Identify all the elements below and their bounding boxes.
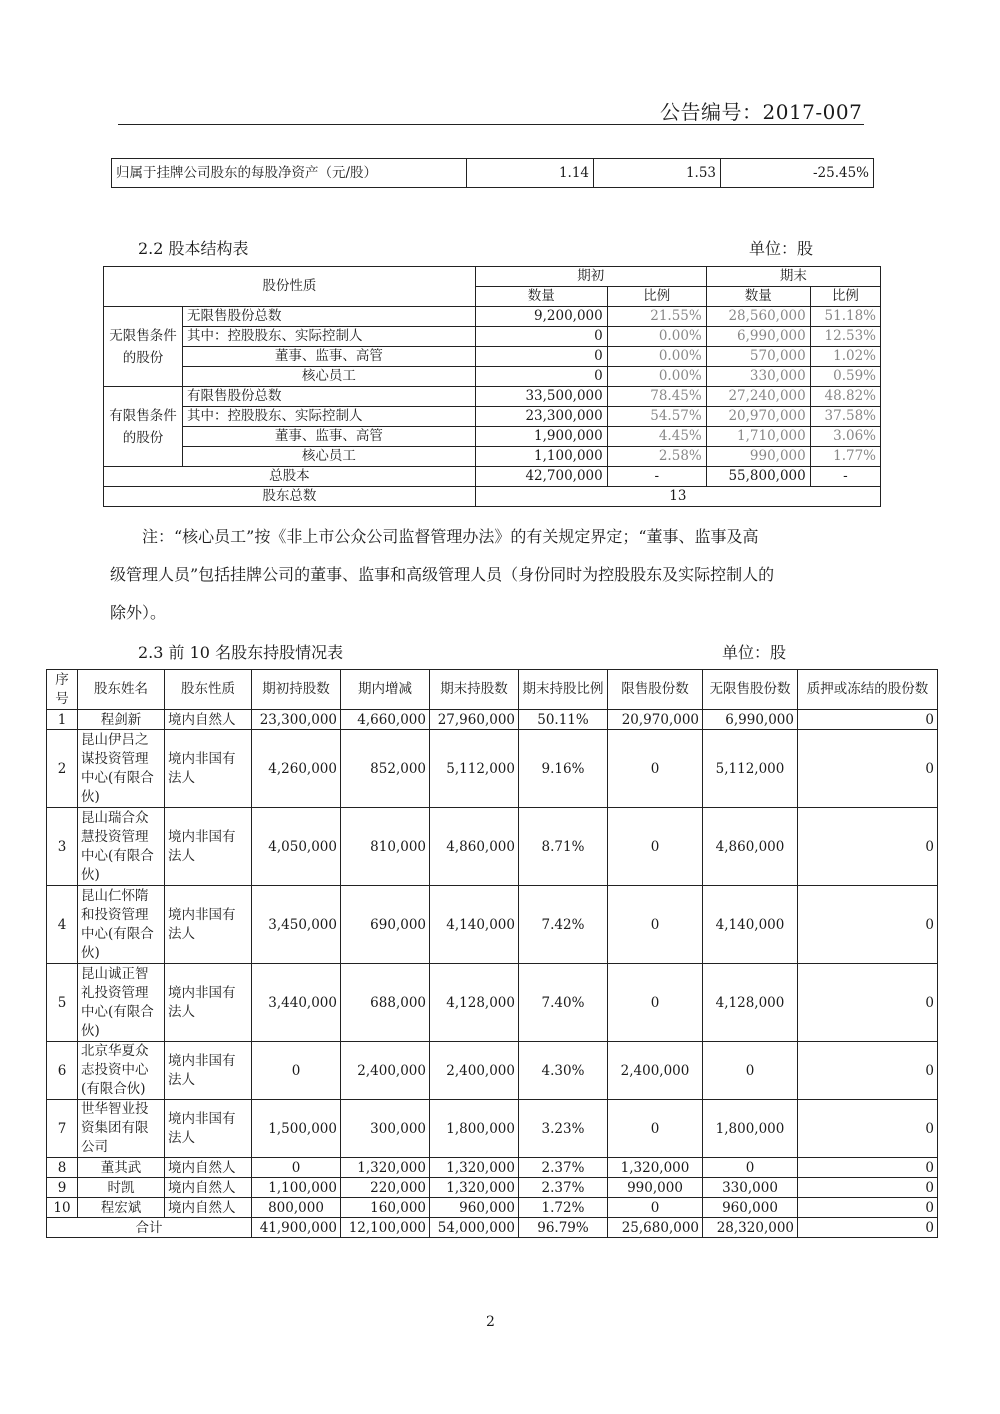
t2-group-restricted: 有限售条件的股份 [104, 387, 183, 467]
note-paragraph [110, 518, 880, 632]
t3-cell: 27,960,000 [430, 710, 519, 730]
t3-cell: 160,000 [341, 1198, 430, 1218]
t3-cell: 1,800,000 [430, 1100, 519, 1158]
t3-cell: 0 [252, 1158, 341, 1178]
t3-cell: 990,000 [608, 1178, 703, 1198]
t2-cell: 0 [475, 367, 607, 387]
t3-cell: 4,050,000 [252, 808, 341, 886]
t3-cell: 7.42% [519, 886, 608, 964]
header-rule [118, 124, 864, 125]
section-2-2-title: 2.2 股本结构表 [138, 239, 249, 258]
t3-cell: 昆山瑞合众慧投资管理中心(有限合伙) [78, 808, 165, 886]
t3-cell: 0 [798, 1100, 938, 1158]
t3-cell: 5,112,000 [430, 730, 519, 808]
t2-cell: 4.45% [607, 427, 706, 447]
t2-header-nature: 股份性质 [104, 267, 476, 307]
t3-cell: 2,400,000 [430, 1042, 519, 1100]
t3-cell: 0 [798, 1042, 938, 1100]
t3-cell: 昆山伊吕之谋投资管理中心(有限合伙) [78, 730, 165, 808]
t3-cell: 688,000 [341, 964, 430, 1042]
t3-cell: 1.72% [519, 1198, 608, 1218]
t2-cell: 990,000 [706, 447, 810, 467]
t2-cell: 0 [475, 347, 607, 367]
t2-row-label: 有限售股份总数 [183, 387, 476, 407]
t3-cell: 800,000 [252, 1198, 341, 1218]
t3-cell: 1 [47, 710, 78, 730]
t3-total-cell: 54,000,000 [430, 1218, 519, 1238]
t2-cell: 37.58% [810, 407, 880, 427]
t3-cell: 4,660,000 [341, 710, 430, 730]
t3-cell: 5,112,000 [703, 730, 798, 808]
t3-cell: 北京华夏众志投资中心(有限合伙) [78, 1042, 165, 1100]
t2-cell: 0 [475, 327, 607, 347]
t3-cell: 境内非国有法人 [165, 964, 252, 1042]
t2-cell: 3.06% [810, 427, 880, 447]
t3-cell: 852,000 [341, 730, 430, 808]
t3-header: 限售股份数 [608, 670, 703, 710]
t2-total-r1: - [607, 467, 706, 487]
note-line-2: 级管理人员”包括挂牌公司的董事、监事和高级管理人员（身份同时为控股股东及实际控制人的 [110, 565, 775, 584]
t3-cell: 0 [798, 886, 938, 964]
t3-header: 期末持股比例 [519, 670, 608, 710]
t3-cell: 1,320,000 [341, 1158, 430, 1178]
t3-cell: 7 [47, 1100, 78, 1158]
t2-cell: 48.82% [810, 387, 880, 407]
t3-cell: 程剑新 [78, 710, 165, 730]
t2-row-label: 核心员工 [183, 447, 476, 467]
t2-cell: 23,300,000 [475, 407, 607, 427]
t2-holders-value: 13 [475, 487, 880, 507]
t3-cell: 8.71% [519, 808, 608, 886]
t3-cell: 境内自然人 [165, 1198, 252, 1218]
t3-cell: 4,128,000 [430, 964, 519, 1042]
t2-cell: 1,900,000 [475, 427, 607, 447]
t2-cell: 12.53% [810, 327, 880, 347]
t3-cell: 0 [703, 1042, 798, 1100]
t2-cell: 0.00% [607, 327, 706, 347]
t3-total-cell: 41,900,000 [252, 1218, 341, 1238]
t3-cell: 境内非国有法人 [165, 808, 252, 886]
t3-cell: 4.30% [519, 1042, 608, 1100]
t3-cell: 境内自然人 [165, 710, 252, 730]
t2-cell: 33,500,000 [475, 387, 607, 407]
t2-total-label: 总股本 [104, 467, 476, 487]
t3-cell: 3,450,000 [252, 886, 341, 964]
t2-row-label: 其中：控股股东、实际控制人 [183, 327, 476, 347]
t3-cell: 6,990,000 [703, 710, 798, 730]
t3-cell: 0 [798, 710, 938, 730]
top10-shareholders-table [46, 669, 938, 1238]
t3-cell: 690,000 [341, 886, 430, 964]
t2-cell: 78.45% [607, 387, 706, 407]
net-asset-v3: -25.45% [721, 159, 874, 188]
t2-cell: 2.58% [607, 447, 706, 467]
t3-total-cell: 0 [798, 1218, 938, 1238]
t3-header: 期初持股数 [252, 670, 341, 710]
t3-cell: 8 [47, 1158, 78, 1178]
t3-cell: 董其武 [78, 1158, 165, 1178]
t2-cell: 1.77% [810, 447, 880, 467]
t3-cell: 0 [608, 1100, 703, 1158]
t3-cell: 10 [47, 1198, 78, 1218]
t2-total-r2: - [810, 467, 880, 487]
t3-cell: 9 [47, 1178, 78, 1198]
t3-cell: 0 [798, 1198, 938, 1218]
t2-cell: 20,970,000 [706, 407, 810, 427]
t3-cell: 0 [608, 886, 703, 964]
t3-cell: 0 [798, 730, 938, 808]
announcement-number: 公告编号：2017-007 [660, 100, 863, 124]
t3-cell: 1,100,000 [252, 1178, 341, 1198]
t3-cell: 境内自然人 [165, 1178, 252, 1198]
t2-total-q2: 55,800,000 [706, 467, 810, 487]
t3-cell: 0 [798, 1158, 938, 1178]
t3-cell: 3.23% [519, 1100, 608, 1158]
t3-cell: 5 [47, 964, 78, 1042]
t3-header: 期内增减 [341, 670, 430, 710]
t2-cell: 54.57% [607, 407, 706, 427]
t3-total-label: 合计 [47, 1218, 252, 1238]
section-2-2-unit: 单位：股 [749, 239, 814, 258]
t2-group-unrestricted: 无限售条件的股份 [104, 307, 183, 387]
t3-cell: 1,320,000 [430, 1178, 519, 1198]
net-asset-v1: 1.14 [467, 159, 594, 188]
t2-holders-label: 股东总数 [104, 487, 476, 507]
t2-row-label: 董事、监事、高管 [183, 427, 476, 447]
t3-total-cell: 25,680,000 [608, 1218, 703, 1238]
t3-cell: 4,140,000 [703, 886, 798, 964]
t2-header-ratio-end: 比例 [810, 287, 880, 307]
t2-cell: 28,560,000 [706, 307, 810, 327]
net-asset-v2: 1.53 [594, 159, 721, 188]
t3-cell: 0 [703, 1158, 798, 1178]
t3-cell: 0 [798, 808, 938, 886]
t2-cell: 0.00% [607, 347, 706, 367]
t3-header: 序号 [47, 670, 78, 710]
t2-cell: 6,990,000 [706, 327, 810, 347]
t2-header-qty-begin: 数量 [475, 287, 607, 307]
t3-cell: 0 [608, 730, 703, 808]
t3-cell: 境内非国有法人 [165, 1042, 252, 1100]
net-asset-table [111, 158, 874, 188]
t3-cell: 程宏斌 [78, 1198, 165, 1218]
t3-cell: 0 [798, 1178, 938, 1198]
t3-cell: 昆山诚正智礼投资管理中心(有限合伙) [78, 964, 165, 1042]
t3-cell: 330,000 [703, 1178, 798, 1198]
t2-header-ratio-begin: 比例 [607, 287, 706, 307]
t2-cell: 51.18% [810, 307, 880, 327]
t2-cell: 570,000 [706, 347, 810, 367]
t3-cell: 4,260,000 [252, 730, 341, 808]
t2-cell: 27,240,000 [706, 387, 810, 407]
t3-cell: 2,400,000 [341, 1042, 430, 1100]
t3-cell: 0 [608, 808, 703, 886]
t2-cell: 1,100,000 [475, 447, 607, 467]
t2-row-label: 无限售股份总数 [183, 307, 476, 327]
section-2-3-unit: 单位：股 [722, 643, 787, 662]
t3-cell: 2,400,000 [608, 1042, 703, 1100]
t3-header: 期末持股数 [430, 670, 519, 710]
t2-cell: 330,000 [706, 367, 810, 387]
page-number: 2 [486, 1314, 495, 1330]
t3-cell: 3,440,000 [252, 964, 341, 1042]
section-2-3-title: 2.3 前 10 名股东持股情况表 [138, 643, 344, 662]
t3-cell: 23,300,000 [252, 710, 341, 730]
t3-cell: 0 [798, 964, 938, 1042]
t2-cell: 0.00% [607, 367, 706, 387]
t3-cell: 境内自然人 [165, 1158, 252, 1178]
share-structure-table [103, 266, 881, 507]
t3-cell: 昆山仁怀隋和投资管理中心(有限合伙) [78, 886, 165, 964]
t3-cell: 2 [47, 730, 78, 808]
t3-total-cell: 28,320,000 [703, 1218, 798, 1238]
t2-cell: 9,200,000 [475, 307, 607, 327]
t3-cell: 境内非国有法人 [165, 1100, 252, 1158]
net-asset-label: 归属于挂牌公司股东的每股净资产（元/股） [112, 159, 467, 188]
t2-header-end: 期末 [706, 267, 880, 287]
t2-header-qty-end: 数量 [706, 287, 810, 307]
t3-cell: 1,500,000 [252, 1100, 341, 1158]
t3-cell: 2.37% [519, 1158, 608, 1178]
t3-cell: 810,000 [341, 808, 430, 886]
t3-cell: 4,128,000 [703, 964, 798, 1042]
t2-row-label: 其中：控股股东、实际控制人 [183, 407, 476, 427]
t2-total-q1: 42,700,000 [475, 467, 607, 487]
t3-cell: 7.40% [519, 964, 608, 1042]
t3-cell: 4,140,000 [430, 886, 519, 964]
t2-row-label: 董事、监事、高管 [183, 347, 476, 367]
t3-cell: 世华智业投资集团有限公司 [78, 1100, 165, 1158]
t2-header-begin: 期初 [475, 267, 706, 287]
t3-cell: 220,000 [341, 1178, 430, 1198]
t2-row-label: 核心员工 [183, 367, 476, 387]
t3-cell: 1,320,000 [430, 1158, 519, 1178]
t3-cell: 20,970,000 [608, 710, 703, 730]
t3-cell: 9.16% [519, 730, 608, 808]
t3-cell: 0 [608, 1198, 703, 1218]
t3-header: 质押或冻结的股份数 [798, 670, 938, 710]
t3-header: 无限售股份数 [703, 670, 798, 710]
t3-cell: 6 [47, 1042, 78, 1100]
t3-cell: 境内非国有法人 [165, 730, 252, 808]
t3-cell: 4,860,000 [703, 808, 798, 886]
t3-cell: 1,320,000 [608, 1158, 703, 1178]
t3-total-cell: 96.79% [519, 1218, 608, 1238]
t3-cell: 境内非国有法人 [165, 886, 252, 964]
t2-cell: 21.55% [607, 307, 706, 327]
t3-cell: 3 [47, 808, 78, 886]
t3-cell: 960,000 [703, 1198, 798, 1218]
t3-cell: 1,800,000 [703, 1100, 798, 1158]
note-line-3: 除外）。 [110, 603, 167, 622]
t3-cell: 4,860,000 [430, 808, 519, 886]
t3-cell: 2.37% [519, 1178, 608, 1198]
t2-cell: 1,710,000 [706, 427, 810, 447]
t3-total-cell: 12,100,000 [341, 1218, 430, 1238]
t3-cell: 960,000 [430, 1198, 519, 1218]
t3-cell: 0 [252, 1042, 341, 1100]
t3-header: 股东姓名 [78, 670, 165, 710]
t3-cell: 0 [608, 964, 703, 1042]
t3-cell: 4 [47, 886, 78, 964]
t3-cell: 时凯 [78, 1178, 165, 1198]
t3-cell: 300,000 [341, 1100, 430, 1158]
t2-cell: 1.02% [810, 347, 880, 367]
t3-cell: 50.11% [519, 710, 608, 730]
note-line-1: 注：“核心员工”按《非上市公众公司监督管理办法》的有关规定界定；“董事、监事及高 [142, 527, 759, 546]
t2-cell: 0.59% [810, 367, 880, 387]
t3-header: 股东性质 [165, 670, 252, 710]
